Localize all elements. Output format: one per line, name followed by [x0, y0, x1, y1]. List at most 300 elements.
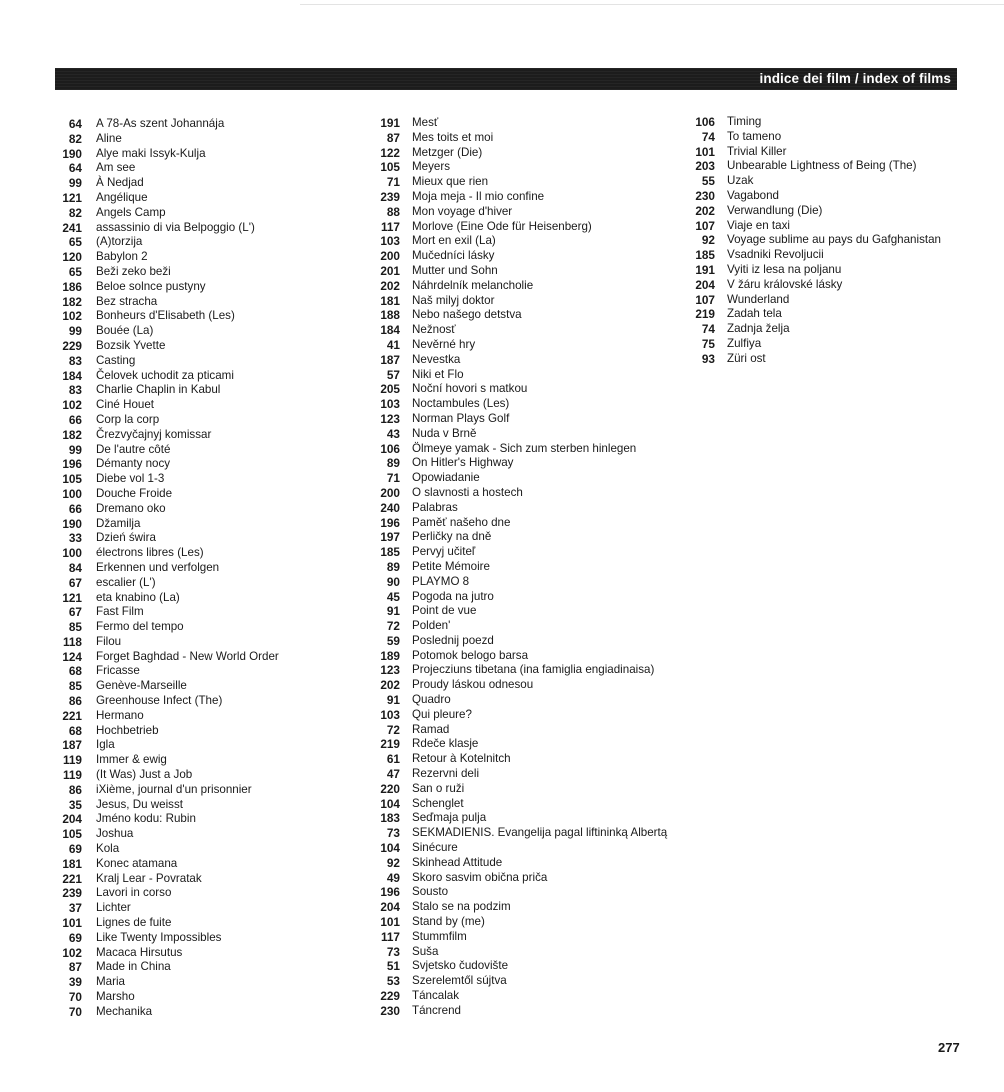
entry-page-number: 39: [68, 975, 82, 990]
entry-page-number: 123: [380, 411, 400, 426]
entry-page-number: 69: [68, 842, 82, 857]
index-entry: [685, 189, 941, 204]
entry-film-title: Viaje en taxi: [727, 218, 790, 232]
index-entry: [370, 175, 667, 190]
entry-page-number: 69: [68, 930, 82, 945]
entry-page-number: 120: [62, 250, 82, 265]
entry-film-title: Forget Baghdad - New World Order: [96, 649, 279, 663]
index-entry: [55, 753, 279, 768]
entry-page-number: 103: [380, 234, 400, 249]
index-entry: [55, 369, 279, 384]
index-entry: [370, 545, 667, 560]
entry-page-number: 101: [380, 915, 400, 930]
index-entry: [55, 931, 279, 946]
entry-page-number: 196: [380, 515, 400, 530]
entry-page-number: 102: [62, 309, 82, 324]
index-entry: [370, 915, 667, 930]
index-entry: [55, 901, 279, 916]
index-entry: [55, 1005, 279, 1020]
entry-page-number: 121: [62, 190, 82, 205]
entry-film-title: Timing: [727, 115, 762, 128]
index-entry: [55, 576, 279, 591]
entry-page-number: 191: [380, 116, 400, 130]
index-entry: [55, 206, 279, 221]
entry-page-number: 73: [386, 944, 400, 959]
entry-film-title: Corp la corp: [96, 412, 160, 426]
entry-film-title: Bozsik Yvette: [96, 338, 166, 352]
entry-page-number: 239: [62, 886, 82, 901]
index-entry: [370, 308, 667, 323]
entry-page-number: 90: [386, 574, 400, 589]
index-entry: [55, 561, 279, 576]
entry-film-title: À Nedjad: [96, 176, 144, 190]
entry-page-number: 105: [380, 160, 400, 175]
entry-film-title: Joshua: [96, 827, 134, 841]
entry-page-number: 55: [701, 174, 715, 189]
entry-film-title: Stand by (me): [412, 915, 485, 929]
entry-page-number: 53: [386, 974, 400, 989]
index-entry: [55, 975, 279, 990]
entry-film-title: Marsho: [96, 990, 135, 1004]
entry-film-title: Noctambules (Les): [412, 397, 510, 411]
entry-page-number: 202: [380, 278, 400, 293]
entry-film-title: Fast Film: [96, 605, 144, 619]
index-entry: [370, 338, 667, 353]
index-entry: [55, 960, 279, 975]
entry-page-number: 67: [68, 575, 82, 590]
entry-page-number: 106: [380, 441, 400, 456]
entry-page-number: 204: [62, 812, 82, 827]
entry-film-title: Náhrdelník melancholie: [412, 278, 534, 292]
index-entry: [55, 413, 279, 428]
entry-page-number: 196: [380, 885, 400, 900]
index-entry: [55, 517, 279, 532]
entry-page-number: 239: [380, 189, 400, 204]
entry-film-title: Vagabond: [727, 188, 780, 202]
entry-film-title: On Hitler's Highway: [412, 456, 514, 470]
index-entry: [55, 428, 279, 443]
entry-page-number: 186: [62, 279, 82, 294]
entry-page-number: 189: [380, 648, 400, 663]
entry-film-title: To tameno: [727, 129, 782, 143]
entry-page-number: 86: [68, 782, 82, 797]
entry-film-title: V žáru královské lásky: [727, 277, 843, 291]
index-entry: [370, 146, 667, 161]
entry-page-number: 72: [386, 619, 400, 634]
entry-film-title: Beži zeko beži: [96, 264, 171, 278]
index-entry: [55, 709, 279, 724]
index-entry: [55, 265, 279, 280]
entry-page-number: 221: [62, 871, 82, 886]
index-entry: [370, 205, 667, 220]
index-entry: [370, 959, 667, 974]
entry-film-title: De l'autre côté: [96, 442, 171, 456]
entry-film-title: Pogoda na jutro: [412, 589, 494, 603]
entry-page-number: 82: [68, 131, 82, 146]
entry-page-number: 83: [68, 353, 82, 368]
entry-page-number: 74: [701, 322, 715, 337]
index-entry: [370, 974, 667, 989]
index-entry: [55, 990, 279, 1005]
entry-page-number: 66: [68, 501, 82, 516]
entry-film-title: Mieux que rien: [412, 175, 489, 189]
entry-film-title: Projecziuns tibetana (ina famiglia engiadinaisa): [412, 663, 655, 677]
index-entry: [370, 264, 667, 279]
entry-film-title: Mučedníci lásky: [412, 249, 495, 263]
entry-page-number: 99: [68, 442, 82, 457]
index-entry: [55, 147, 279, 162]
entry-film-title: Lavori in corso: [96, 886, 172, 900]
index-entry: [685, 352, 941, 367]
entry-film-title: Nevěrné hry: [412, 337, 476, 351]
index-entry: [55, 546, 279, 561]
entry-film-title: Potomok belogo barsa: [412, 648, 529, 662]
index-entry: [370, 116, 667, 131]
entry-film-title: Verwandlung (Die): [727, 203, 823, 217]
index-entry: [370, 353, 667, 368]
entry-film-title: Petite Mémoire: [412, 559, 490, 573]
entry-page-number: 229: [62, 338, 82, 353]
entry-page-number: 183: [380, 811, 400, 826]
entry-film-title: Aline: [96, 131, 122, 145]
entry-film-title: Jesus, Du weisst: [96, 797, 183, 811]
entry-page-number: 43: [386, 426, 400, 441]
index-entry: [370, 826, 667, 841]
entry-film-title: Kola: [96, 842, 120, 856]
entry-page-number: 185: [695, 248, 715, 263]
entry-page-number: 200: [380, 485, 400, 500]
index-entry: [370, 885, 667, 900]
entry-film-title: Trivial Killer: [727, 144, 787, 158]
entry-film-title: Filou: [96, 634, 122, 648]
entry-film-title: Mes toits et moi: [412, 130, 494, 144]
index-entry: [370, 619, 667, 634]
entry-film-title: Metzger (Die): [412, 145, 483, 159]
entry-page-number: 64: [68, 161, 82, 176]
index-entry: [685, 278, 941, 293]
entry-film-title: (It Was) Just a Job: [96, 768, 193, 782]
entry-film-title: électrons libres (Les): [96, 546, 204, 560]
entry-film-title: Sousto: [412, 885, 449, 899]
index-entry: [55, 132, 279, 147]
index-entry: [370, 323, 667, 338]
entry-page-number: 221: [62, 708, 82, 723]
index-entry: [685, 263, 941, 278]
entry-page-number: 187: [380, 352, 400, 367]
index-entry: [370, 797, 667, 812]
entry-film-title: (A)torzija: [96, 235, 143, 249]
entry-page-number: 196: [62, 457, 82, 472]
index-entry: [370, 234, 667, 249]
entry-film-title: Dzień świra: [96, 531, 156, 545]
index-entry: [685, 233, 941, 248]
entry-page-number: 65: [68, 235, 82, 250]
entry-film-title: Niki et Flo: [412, 367, 464, 381]
entry-film-title: Bonheurs d'Elisabeth (Les): [96, 309, 235, 323]
entry-film-title: Genève-Marseille: [96, 679, 187, 693]
entry-page-number: 230: [695, 188, 715, 203]
entry-page-number: 106: [695, 115, 715, 129]
entry-film-title: Paměť našeho dne: [412, 515, 511, 529]
index-entry: [370, 442, 667, 457]
index-entry: [55, 768, 279, 783]
index-entry: [370, 190, 667, 205]
index-entry: [55, 161, 279, 176]
index-entry: [370, 930, 667, 945]
entry-film-title: A 78-As szent Johannája: [96, 117, 225, 130]
index-entry: [55, 487, 279, 502]
index-entry: [55, 191, 279, 206]
index-entry: [370, 382, 667, 397]
entry-film-title: Szerelemtől sújtva: [412, 974, 507, 988]
index-entry: [370, 160, 667, 175]
index-entry: [370, 279, 667, 294]
index-entry: [370, 841, 667, 856]
entry-page-number: 241: [62, 220, 82, 235]
index-entry: [685, 322, 941, 337]
entry-film-title: Bez stracha: [96, 294, 158, 308]
index-entry: [370, 871, 667, 886]
entry-film-title: Rdeče klasje: [412, 737, 479, 751]
index-entry: [55, 620, 279, 635]
entry-page-number: 201: [380, 263, 400, 278]
entry-page-number: 35: [68, 797, 82, 812]
index-entry: [685, 145, 941, 160]
entry-page-number: 182: [62, 427, 82, 442]
entry-page-number: 117: [380, 219, 400, 234]
index-entry: [55, 457, 279, 472]
index-entry: [55, 176, 279, 191]
index-entry: [55, 605, 279, 620]
entry-page-number: 107: [695, 292, 715, 307]
entry-film-title: Züri ost: [727, 351, 766, 365]
index-entry: [370, 723, 667, 738]
index-entry: [370, 856, 667, 871]
index-entry: [370, 737, 667, 752]
index-entry: [370, 456, 667, 471]
entry-film-title: Point de vue: [412, 604, 477, 618]
entry-film-title: Morlove (Eine Ode für Heisenberg): [412, 219, 592, 233]
index-entry: [55, 724, 279, 739]
entry-page-number: 87: [68, 960, 82, 975]
entry-film-title: Sinécure: [412, 841, 458, 855]
entry-film-title: Čelovek uchodit za pticami: [96, 368, 234, 382]
index-entry: [55, 886, 279, 901]
entry-film-title: Pervyj učiteľ: [412, 545, 476, 559]
entry-film-title: Vsadniki Revoljucii: [727, 248, 824, 262]
index-entry: [370, 989, 667, 1004]
index-entry: [55, 339, 279, 354]
index-entry: [370, 811, 667, 826]
index-entry: [685, 159, 941, 174]
index-entry: [55, 798, 279, 813]
entry-film-title: Konec atamana: [96, 856, 178, 870]
entry-film-title: Opowiadanie: [412, 471, 480, 485]
entry-film-title: Norman Plays Golf: [412, 411, 510, 425]
entry-page-number: 61: [386, 752, 400, 767]
index-entry: [685, 204, 941, 219]
index-entry: [370, 782, 667, 797]
entry-film-title: Mechanika: [96, 1004, 153, 1018]
index-entry: [55, 694, 279, 709]
index-entry: [55, 857, 279, 872]
entry-film-title: Uzak: [727, 174, 754, 188]
index-entry: [55, 250, 279, 265]
entry-page-number: 200: [380, 249, 400, 264]
entry-film-title: Táncalak: [412, 989, 460, 1003]
entry-film-title: Črezvyčajnyj komissar: [96, 427, 212, 441]
entry-page-number: 33: [68, 531, 82, 546]
entry-page-number: 82: [68, 205, 82, 220]
entry-page-number: 181: [380, 293, 400, 308]
index-entry: [55, 916, 279, 931]
index-entry: [685, 130, 941, 145]
index-entry: [55, 946, 279, 961]
entry-film-title: Suša: [412, 944, 439, 958]
entry-page-number: 118: [62, 634, 82, 649]
entry-film-title: Hermano: [96, 708, 144, 722]
index-entry: [370, 249, 667, 264]
index-entry: [370, 693, 667, 708]
entry-film-title: Maria: [96, 975, 125, 989]
entry-film-title: Moja meja - Il mio confine: [412, 189, 545, 203]
entry-film-title: Svjetsko čudovište: [412, 959, 509, 973]
index-entry: [55, 354, 279, 369]
entry-page-number: 190: [62, 146, 82, 161]
index-entry: [370, 752, 667, 767]
entry-film-title: Angélique: [96, 190, 148, 204]
entry-page-number: 191: [695, 262, 715, 277]
entry-film-title: Quadro: [412, 693, 451, 707]
index-entry: [370, 1004, 667, 1019]
entry-page-number: 70: [68, 1004, 82, 1019]
entry-film-title: Dremano oko: [96, 501, 166, 515]
entry-page-number: 86: [68, 694, 82, 709]
entry-page-number: 124: [62, 649, 82, 664]
entry-page-number: 104: [380, 796, 400, 811]
entry-page-number: 121: [62, 590, 82, 605]
header-bar: [55, 68, 957, 90]
entry-page-number: 230: [380, 1003, 400, 1018]
index-entry: [55, 443, 279, 458]
entry-film-title: Polden': [412, 619, 451, 633]
entry-page-number: 68: [68, 723, 82, 738]
entry-page-number: 202: [695, 203, 715, 218]
index-entry: [685, 174, 941, 189]
entry-film-title: Bouée (La): [96, 324, 154, 338]
entry-film-title: Skoro sasvim obična priča: [412, 870, 548, 884]
index-entry: [55, 531, 279, 546]
entry-film-title: Babylon 2: [96, 250, 148, 264]
entry-page-number: 197: [380, 530, 400, 545]
index-entry: [55, 398, 279, 413]
index-entry: [370, 131, 667, 146]
index-entry: [370, 900, 667, 915]
entry-film-title: PLAYMO 8: [412, 574, 470, 588]
entry-film-title: Nuda v Brně: [412, 426, 477, 440]
entry-film-title: Nevestka: [412, 352, 461, 366]
entry-film-title: O slavnosti a hostech: [412, 485, 523, 499]
index-entry: [55, 635, 279, 650]
entry-page-number: 103: [380, 707, 400, 722]
index-entry: [685, 337, 941, 352]
entry-page-number: 85: [68, 679, 82, 694]
index-entry: [370, 560, 667, 575]
entry-page-number: 122: [380, 145, 400, 160]
index-entry: [370, 397, 667, 412]
entry-page-number: 229: [380, 989, 400, 1004]
entry-page-number: 93: [701, 351, 715, 366]
entry-page-number: 85: [68, 620, 82, 635]
entry-page-number: 83: [68, 383, 82, 398]
entry-page-number: 75: [701, 336, 715, 351]
entry-film-title: Lignes de fuite: [96, 916, 172, 930]
entry-page-number: 91: [386, 604, 400, 619]
index-entry: [370, 678, 667, 693]
entry-film-title: Lichter: [96, 901, 131, 915]
entry-page-number: 190: [62, 516, 82, 531]
entry-page-number: 71: [386, 471, 400, 486]
entry-page-number: 103: [380, 397, 400, 412]
index-entry: [370, 634, 667, 649]
entry-film-title: Meyers: [412, 160, 451, 174]
entry-film-title: Stalo se na podzim: [412, 900, 511, 914]
entry-film-title: Táncrend: [412, 1003, 461, 1017]
entry-page-number: 89: [386, 559, 400, 574]
index-entry: [370, 767, 667, 782]
entry-film-title: Macaca Hirsutus: [96, 945, 183, 959]
index-entry: [370, 945, 667, 960]
entry-film-title: Vyiti iz lesa na poljanu: [727, 262, 842, 276]
entry-film-title: assassinio di via Belpoggio (L'): [96, 220, 255, 234]
entry-film-title: Voyage sublime au pays du Gafghanistan: [727, 233, 941, 247]
entry-film-title: Alye maki Issyk-Kulja: [96, 146, 206, 160]
index-entry: [55, 235, 279, 250]
index-entry: [55, 472, 279, 487]
index-entry: [370, 516, 667, 531]
index-column-3: [685, 115, 941, 367]
entry-film-title: Angels Camp: [96, 205, 166, 219]
entry-film-title: Igla: [96, 738, 115, 752]
index-entry: [370, 427, 667, 442]
index-entry: [370, 412, 667, 427]
index-entry: [55, 117, 279, 132]
entry-film-title: Kralj Lear - Povratak: [96, 871, 202, 885]
entry-page-number: 92: [701, 233, 715, 248]
entry-page-number: 205: [380, 382, 400, 397]
entry-page-number: 51: [386, 959, 400, 974]
entry-film-title: Immer & ewig: [96, 753, 167, 767]
entry-page-number: 187: [62, 738, 82, 753]
index-entry: [55, 295, 279, 310]
entry-page-number: 104: [380, 841, 400, 856]
index-entry: [55, 502, 279, 517]
top-rule: [300, 4, 1004, 5]
index-entry: [55, 842, 279, 857]
entry-film-title: Rezervni deli: [412, 767, 480, 781]
entry-page-number: 65: [68, 264, 82, 279]
entry-page-number: 72: [386, 722, 400, 737]
entry-page-number: 123: [380, 663, 400, 678]
entry-page-number: 47: [386, 767, 400, 782]
entry-film-title: Am see: [96, 161, 136, 175]
index-entry: [370, 530, 667, 545]
entry-page-number: 117: [380, 929, 400, 944]
entry-page-number: 219: [695, 307, 715, 322]
entry-page-number: 89: [386, 456, 400, 471]
index-entry: [55, 383, 279, 398]
entry-film-title: Ramad: [412, 722, 450, 736]
